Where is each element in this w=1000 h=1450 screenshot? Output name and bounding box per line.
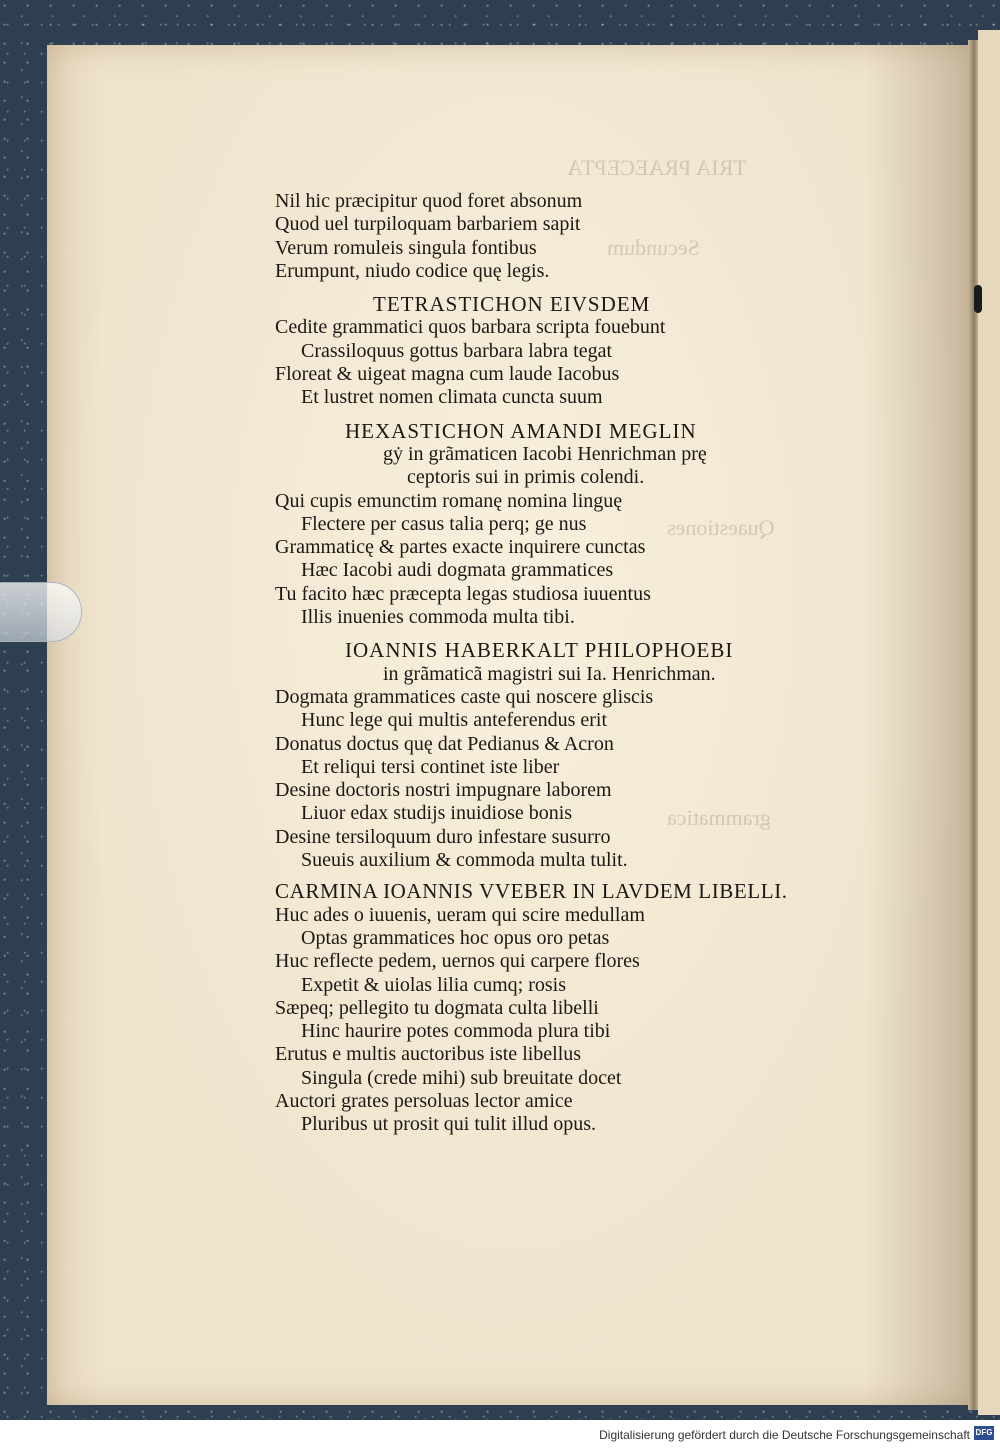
verse-line: Quod uel turpiloquam barbariem sapit bbox=[275, 213, 581, 236]
verse-line: Pluribus ut prosit qui tulit illud opus. bbox=[301, 1113, 597, 1136]
show-through-text: TRIA PRAECEPTA bbox=[567, 155, 747, 180]
text-block bbox=[275, 190, 935, 1137]
book-page bbox=[47, 45, 977, 1405]
bookmark-ribbon bbox=[974, 285, 982, 313]
verse-line: Hinc haurire potes commoda plura tibi bbox=[301, 1020, 611, 1043]
section-heading: IOANNIS HABERKALT PHILOPHOEBI bbox=[345, 638, 734, 663]
subheading-line: in grãmaticã magistri sui Ia. Henrichman. bbox=[383, 662, 716, 685]
verse-line: Desine tersiloquum duro infestare susurro bbox=[275, 825, 611, 848]
verse-line: Dogmata grammatices caste qui noscere gliscis bbox=[275, 685, 654, 708]
verse-line: Huc reflecte pedem, uernos qui carpere flores bbox=[275, 950, 640, 973]
verse-line: Et lustret nomen climata cuncta suum bbox=[301, 386, 603, 409]
verse-line: Floreat & uigeat magna cum laude Iacobus bbox=[275, 363, 620, 386]
verse-line: Desine doctoris nostri impugnare laborem bbox=[275, 779, 612, 802]
show-through-text: Quaestiones bbox=[667, 515, 775, 540]
verse-line: Hæc Iacobi audi dogmata grammatices bbox=[301, 559, 614, 582]
verse-line: Expetit & uiolas lilia cumq; rosis bbox=[301, 973, 566, 996]
verse-line: Qui cupis emunctim romanę nomina linguę bbox=[275, 489, 623, 512]
show-through-text: Secundum bbox=[607, 235, 700, 260]
section-heading: TETRASTICHON EIVSDEM bbox=[373, 292, 651, 317]
verse-line: Sueuis auxilium & commoda multa tulit. bbox=[301, 849, 628, 872]
verse-line: Hunc lege qui multis anteferendus erit bbox=[301, 709, 608, 732]
verse-line: Crassiloquus gottus barbara labra tegat bbox=[301, 339, 613, 362]
verse-line: Sæpeq; pellegito tu dogmata culta libelli bbox=[275, 996, 599, 1019]
section-heading: CARMINA IOANNIS VVEBER IN LAVDEM LIBELLI. bbox=[275, 879, 788, 904]
verse-line: Flectere per casus talia perq; ge nus bbox=[301, 512, 587, 535]
subheading-line: ceptoris sui in primis colendi. bbox=[407, 466, 645, 489]
section-heading: HEXASTICHON AMANDI MEGLIN bbox=[345, 418, 697, 443]
verse-line: Tu facito hæc præcepta legas studiosa iuuentus bbox=[275, 582, 651, 605]
verse-line: Auctori grates persoluas lector amice bbox=[275, 1089, 573, 1112]
verse-line: Cedite grammatici quos barbara scripta fouebunt bbox=[275, 316, 666, 339]
verse-line: Singula (crede mihi) sub breuitate docet bbox=[301, 1066, 622, 1089]
facing-page-edge bbox=[978, 30, 1000, 1415]
dfg-logo: DFG bbox=[974, 1426, 994, 1440]
verse-line: Grammaticę & partes exacte inquirere cunctas bbox=[275, 536, 646, 559]
funding-credit: Digitalisierung gefördert durch die Deutsche Forschungsgemeinschaft bbox=[599, 1428, 970, 1442]
verse-line: Erumpunt, niudo codice quę legis. bbox=[275, 259, 550, 282]
verse-line: Nil hic præcipitur quod foret absonum bbox=[275, 190, 583, 212]
page-clip bbox=[0, 582, 82, 642]
show-through-text: grammatica bbox=[667, 805, 771, 830]
verse-line: Verum romuleis singula fontibus bbox=[275, 236, 537, 259]
verse-line: Donatus doctus quę dat Pedianus & Acron bbox=[275, 732, 614, 755]
verse-line: Optas grammatices hoc opus oro petas bbox=[301, 926, 610, 949]
verse-line: Liuor edax studijs inuidiose bonis bbox=[301, 802, 573, 825]
verse-line: Illis inuenies commoda multa tibi. bbox=[301, 606, 575, 629]
subheading-line: gẏ in grãmaticen Iacobi Henrichman prę bbox=[383, 442, 707, 465]
footer bbox=[0, 1420, 1000, 1450]
verse-line: Erutus e multis auctoribus iste libellus bbox=[275, 1043, 582, 1066]
verse-line: Huc ades o iuuenis, ueram qui scire medullam bbox=[275, 903, 645, 926]
verse-line: Et reliqui tersi continet iste liber bbox=[301, 755, 560, 778]
